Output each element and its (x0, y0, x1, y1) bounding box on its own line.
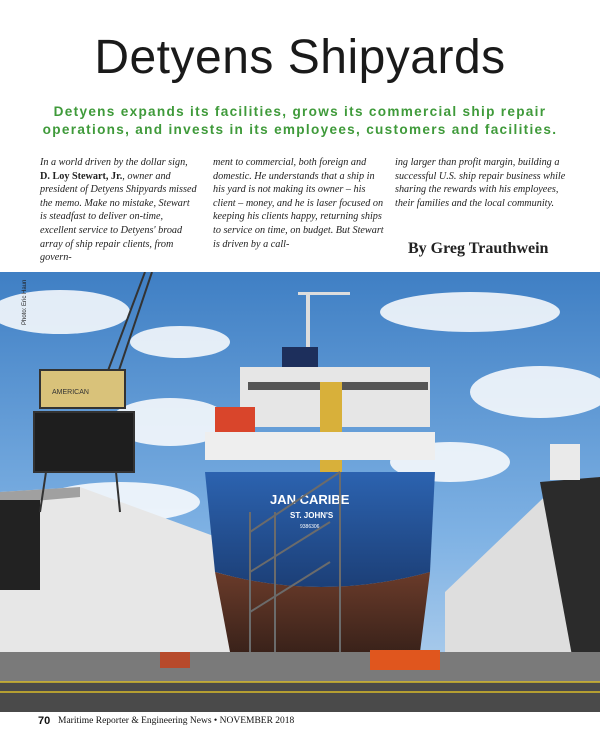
page-footer (0, 712, 600, 745)
body-column-1 (40, 156, 198, 265)
byline: By Greg Trauthwein (408, 240, 549, 257)
dock-floor (0, 650, 600, 712)
article-title: Detyens Shipyards (94, 31, 506, 84)
crane-label: AMERICAN (52, 389, 89, 396)
hull-number: 9386306 (300, 524, 320, 530)
body-column-3: ing larger than profit margin, building a successful U.S. ship repair business while sharing the rewards with his employees, their families and the local community. (395, 157, 566, 209)
publication-line: Maritime Reporter & Engineering News • NOVEMBER 2018 (58, 716, 295, 726)
col1-text: , owner and president of Detyens Shipyards missed the memo. Make no mistake, Stewart is steadfast to deliver on-time, excellent service to Detyens' broad array of ship repair clients, from govern- (40, 170, 197, 264)
hull-port: ST. JOHN'S (290, 511, 334, 520)
drydock-photo (0, 272, 600, 712)
body-column-2: ment to commercial, both foreign and domestic. He understands that a ship in his yard is not making its owner – his client – money, and he is laser focused on keeping his clients happy, returning ships to service on time, on budget. But Stewart is driven by a call- (213, 157, 384, 250)
col1-name: D. Loy Stewart, Jr. (40, 170, 123, 182)
page-number: 70 (38, 715, 51, 727)
article-deck: Detyens expands its facilities, grows its commercial ship repair operations, and invests in its employees, customers and facilities. (42, 104, 558, 137)
photo-credit: Photo: Eric Haun (22, 279, 28, 325)
col1-intro: In a world driven by the dollar sign, (40, 157, 188, 168)
hull-name: JAN CARIBE (270, 492, 350, 507)
